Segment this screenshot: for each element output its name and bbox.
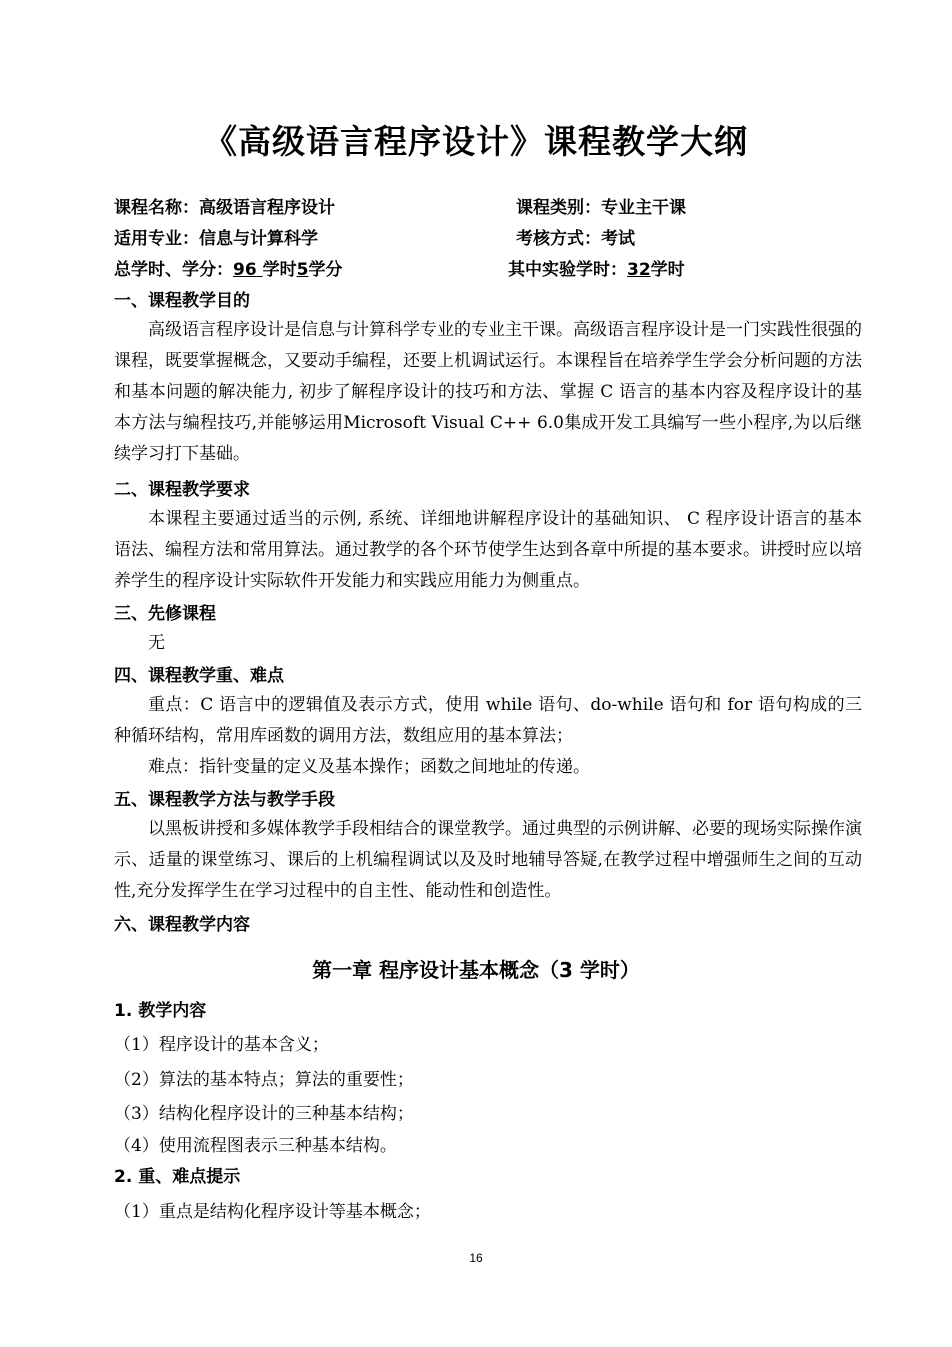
section-3-text: 无	[148, 633, 165, 653]
section-4-text-difficult: 难点：指针变量的定义及基本操作；函数之间地址的传递。	[148, 757, 590, 777]
section-4-text-key: 重点：C 语言中的逻辑值及表示方式，使用 while 语句、do-while 语句和 for 语句构成的三种循环结构，常用库函数的调用方法，数组应用的基本算法；	[114, 695, 862, 746]
list-item: （1）程序设计的基本含义；	[114, 1035, 329, 1055]
lab-hours-row	[508, 260, 685, 280]
list-item: （1）重点是结构化程序设计等基本概念；	[114, 1202, 431, 1222]
major-label: 适用专业：	[114, 229, 199, 249]
hours-label: 总学时、学分：	[114, 260, 233, 280]
teaching-content-heading: 1. 教学内容	[114, 1001, 207, 1021]
document-title: 《高级语言程序设计》课程教学大纲	[204, 122, 748, 161]
list-item: （4）使用流程图表示三种基本结构。	[114, 1136, 397, 1156]
section-3-heading: 三、先修课程	[114, 604, 216, 624]
list-item: （2）算法的基本特点；算法的重要性；	[114, 1070, 414, 1090]
section-1-text: 高级语言程序设计是信息与计算科学专业的专业主干课。高级语言程序设计是一门实践性很强的课程，既要掌握概念，又要动手编程，还要上机调试运行。本课程旨在培养学生学会分析问题的方法和基本问题的解决能力, 初步了解程序设计的技巧和方法、掌握 C 语言的基本内容及程序设计的基本方法与编程技巧,并能够运用Microsoft Visual C++ 6.0集成开发工具编写一些小程序,为以后继续学习打下基础。	[114, 320, 862, 464]
course-name-label: 课程名称：	[114, 198, 199, 218]
major-value: 信息与计算科学	[199, 229, 318, 249]
page-number: 16	[469, 1251, 483, 1265]
section-5-text: 以黑板讲授和多媒体教学手段相结合的课堂教学。通过典型的示例讲解、必要的现场实际操作演示、适量的课堂练习、课后的上机编程调试以及及时地辅导答疑,在教学过程中增强师生之间的互动性,充分发挥学生在学习过程中的自主性、能动性和创造性。	[114, 819, 862, 901]
exam-row	[516, 229, 635, 249]
hours-value: 96	[233, 260, 257, 280]
section-2-text: 本课程主要通过适当的示例, 系统、详细地讲解程序设计的基础知识、 C 程序设计语言的基本语法、编程方法和常用算法。通过教学的各个环节使学生达到各章中所提的基本要求。讲授时应以培养学生的程序设计实际软件开发能力和实践应用能力为侧重点。	[114, 509, 862, 591]
course-type-label: 课程类别：	[516, 198, 601, 218]
lab-hours-unit: 学时	[650, 260, 685, 280]
hours-row	[114, 260, 342, 280]
course-name-value: 高级语言程序设计	[199, 198, 335, 218]
lab-hours-value: 32	[627, 260, 651, 280]
course-name-row	[114, 198, 335, 218]
section-1-heading: 一、课程教学目的	[114, 291, 250, 311]
exam-label: 考核方式：	[516, 229, 601, 249]
exam-value: 考试	[601, 229, 635, 249]
section-4-heading: 四、课程教学重、难点	[114, 666, 284, 686]
section-6-heading: 六、课程教学内容	[114, 915, 250, 935]
major-row	[114, 229, 318, 249]
chapter-title: 第一章 程序设计基本概念（3 学时）	[312, 958, 640, 982]
hours-unit: 学时	[262, 260, 297, 280]
credits-unit: 学分	[308, 260, 343, 280]
section-5-heading: 五、课程教学方法与教学手段	[114, 790, 335, 810]
key-points-heading: 2. 重、难点提示	[114, 1167, 241, 1187]
credits-value: 5	[296, 260, 309, 280]
section-2-heading: 二、课程教学要求	[114, 480, 250, 500]
course-type-row	[516, 198, 686, 218]
list-item: （3）结构化程序设计的三种基本结构；	[114, 1104, 414, 1124]
lab-hours-label: 其中实验学时：	[508, 260, 627, 280]
course-type-value: 专业主干课	[601, 198, 686, 218]
